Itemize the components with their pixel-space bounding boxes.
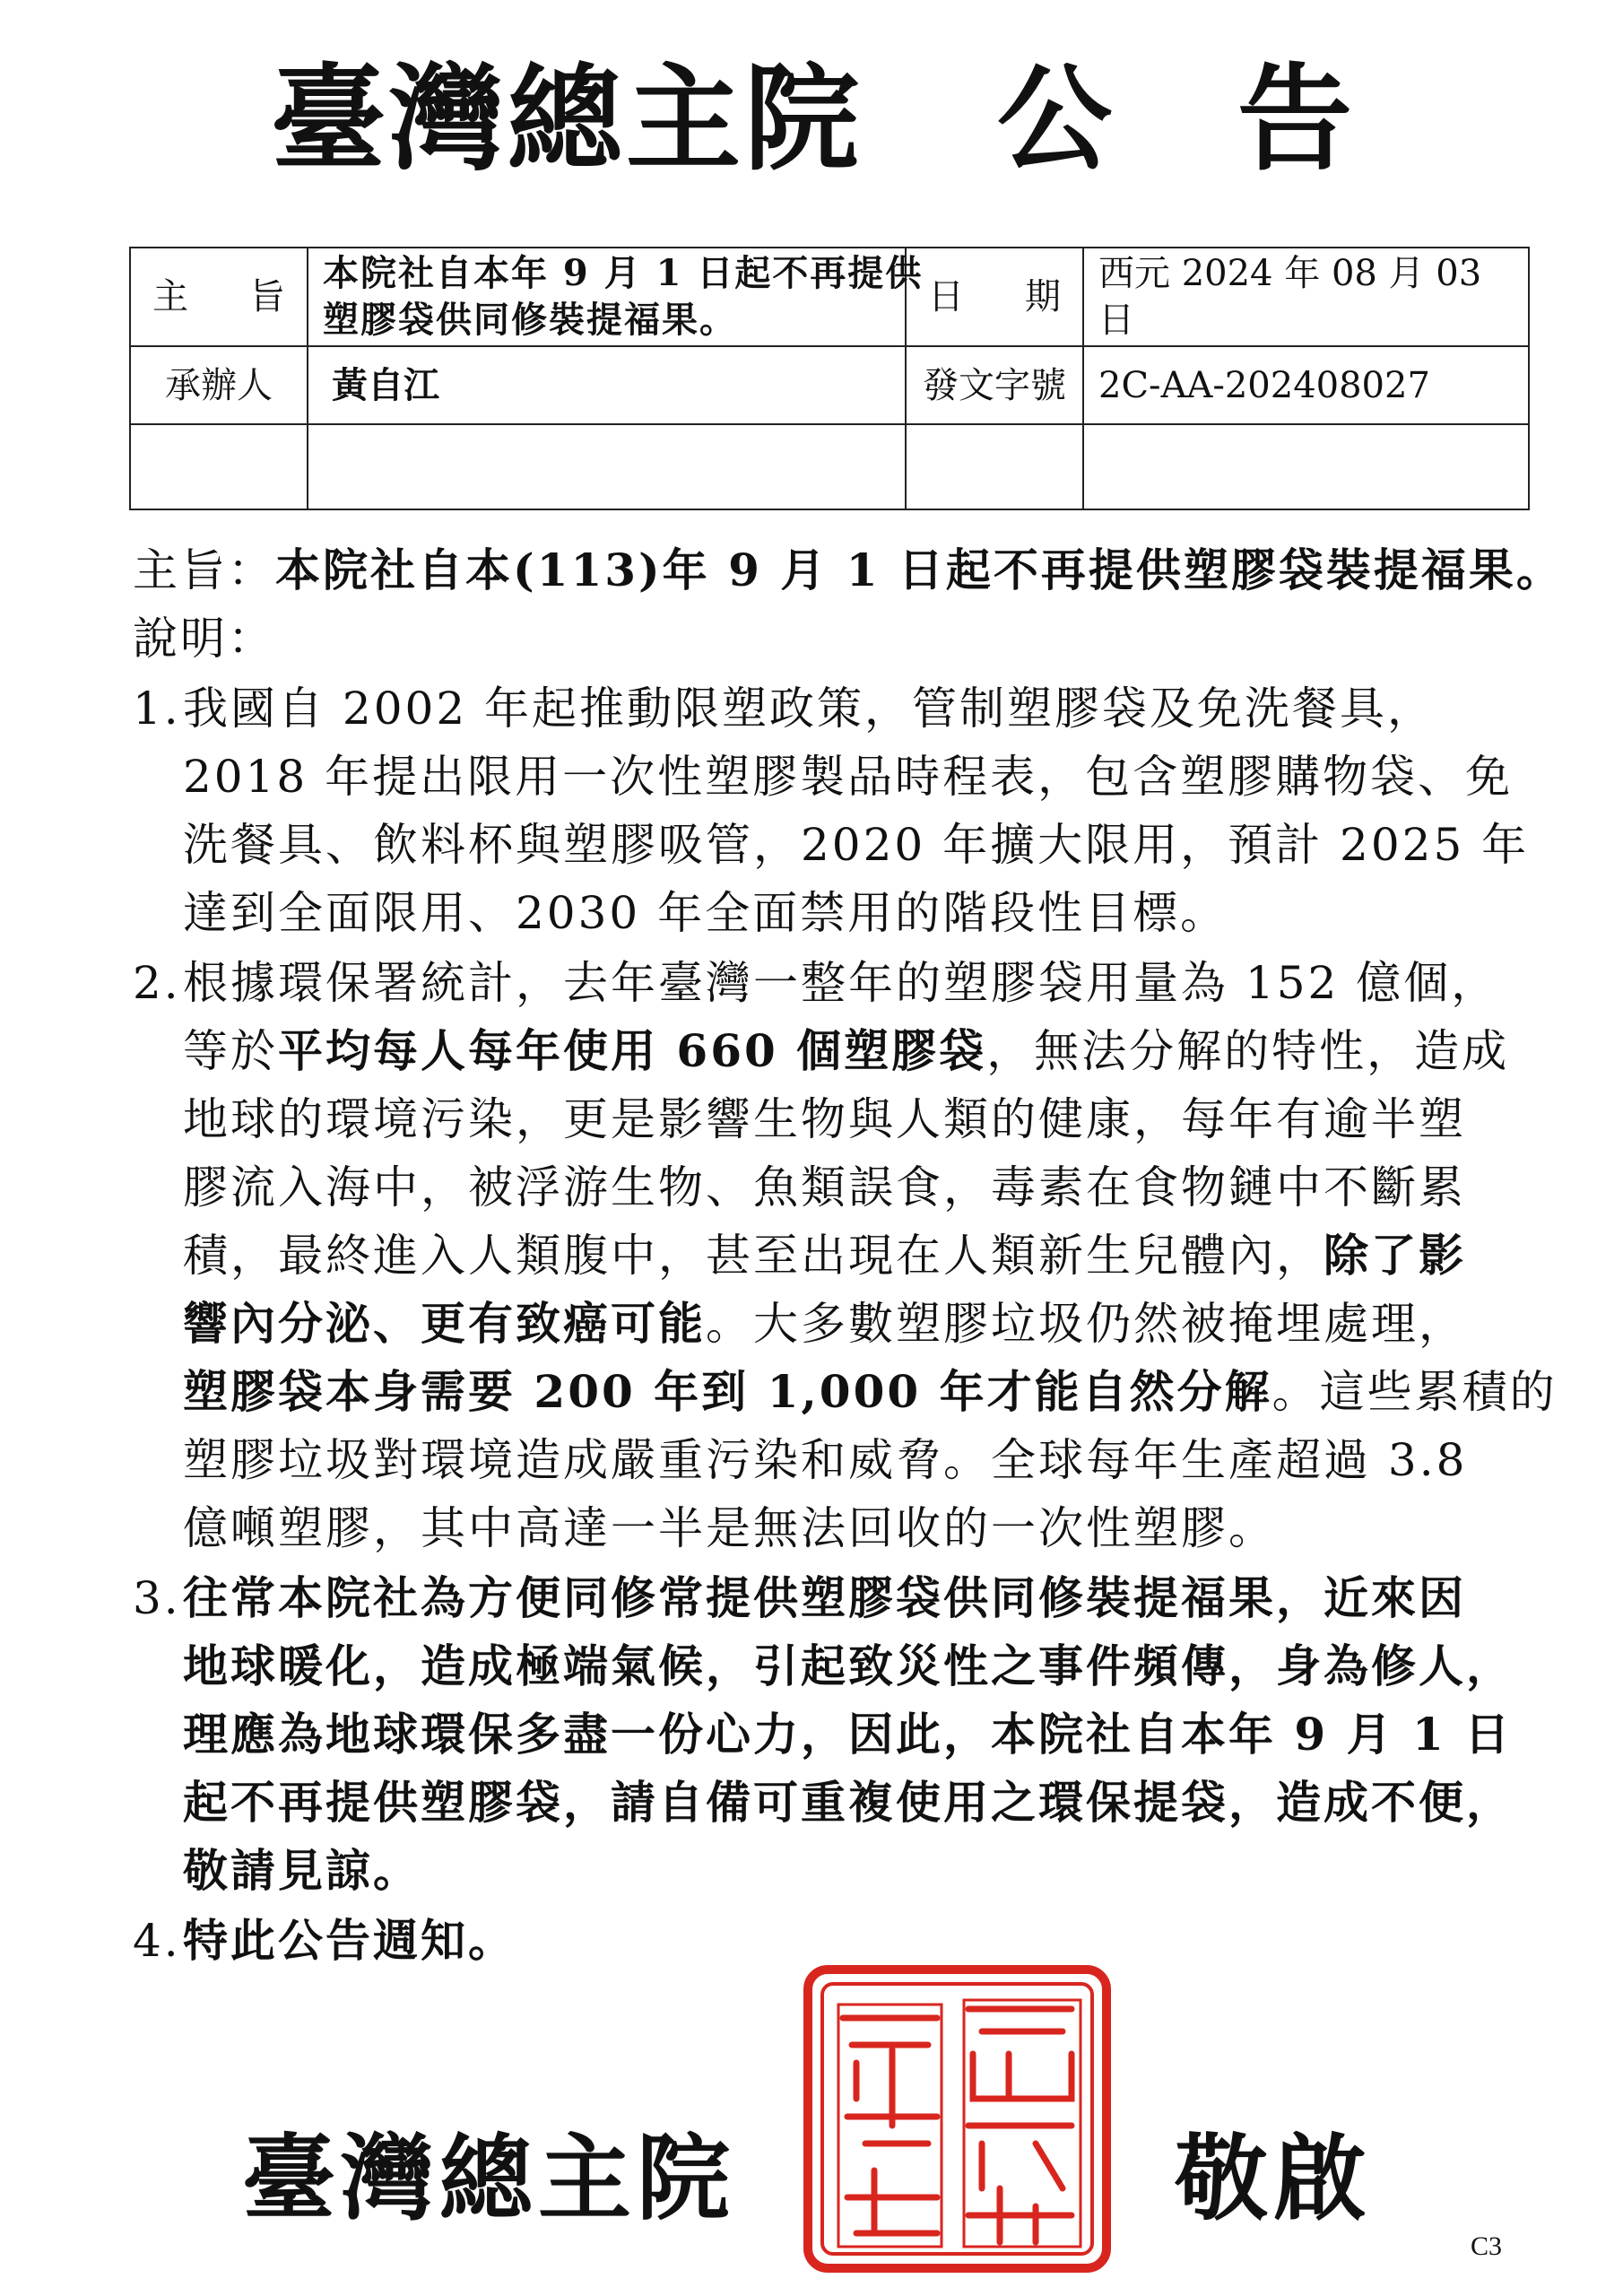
item-line-text: 等於 — [183, 1025, 278, 1077]
date-label: 日 期 — [928, 276, 1061, 317]
item-line — [183, 1358, 1558, 1426]
item-line: 地球暖化，造成極端氣候，引起致災性之事件頻傳，身為修人， — [183, 1639, 1514, 1692]
seal-glyph-strokes — [838, 2000, 1081, 2247]
date-value: 西元 2024 年 08 月 03 日 — [1083, 248, 1529, 346]
item-line-emphasis: 平均每人每年使用 660 個塑膠袋 — [278, 1024, 987, 1077]
subject-line: 本院社自本年 9 月 1 日起不再提供 — [323, 252, 924, 294]
item-line: 我國自 2002 年起推動限塑政策，管制塑膠袋及免洗餐具， — [183, 683, 1436, 735]
list-item — [133, 674, 1532, 947]
subject-line: 塑膠袋供同修裝提福果。 — [323, 299, 737, 341]
closing-phrase: 敬啟 — [1175, 2123, 1373, 2233]
item-number: 3. — [133, 1572, 181, 1624]
item-line — [183, 1222, 1558, 1290]
item-line: 根據環保署統計，去年臺灣一整年的塑膠袋用量為 152 億個， — [183, 957, 1499, 1009]
notice-title — [0, 34, 1623, 204]
item-number: 2. — [133, 957, 181, 1009]
item-line: 起不再提供塑膠袋，請自備可重複使用之環保提袋，造成不便， — [183, 1776, 1514, 1829]
notice-word: 公告 — [997, 52, 1478, 187]
item-line-text: 達到全面限用、2030 年全面禁用的階段性目標。 — [183, 887, 1228, 939]
item-line: 理應為地球環保多盡一份心力，因此，本院社自本年 9 月 1 日 — [183, 1708, 1513, 1761]
official-seal — [803, 1964, 1112, 2274]
subject-text: 本院社自本(113)年 9 月 1 日起不再提供塑膠袋裝提福果。 — [275, 544, 1564, 596]
org-name: 臺灣總主院 — [270, 52, 863, 187]
item-line: 塑膠垃圾對環境造成嚴重污染和威脅。全球每年生產超過 3.8 — [183, 1434, 1468, 1486]
item-line: 特此公告週知。 — [183, 1914, 516, 1967]
item-line-emphasis: 響內分泌、更有致癌可能 — [183, 1297, 706, 1350]
item-text — [183, 1564, 1532, 1905]
item-number: 4. — [133, 1915, 181, 1967]
item-line-text: 積，最終進入人類腹中，甚至出現在人類新生兒體內， — [183, 1230, 1324, 1282]
item-line-text: 。大多數塑膠垃圾仍然被掩埋處理， — [706, 1298, 1466, 1350]
description-list — [133, 674, 1558, 1975]
list-item — [133, 949, 1558, 1562]
item-line — [183, 1017, 1558, 1085]
item-line-text: 。這些累積的 — [1271, 1366, 1558, 1418]
item-line: 敬請見諒。 — [183, 1844, 421, 1897]
doc-no-label: 發文字號 — [906, 346, 1083, 424]
item-line: 地球的環境污染，更是影響生物與人類的健康，每年有逾半塑 — [183, 1093, 1466, 1145]
date-label-cell — [906, 248, 1083, 346]
empty-cell — [130, 424, 308, 509]
subject-cell — [308, 248, 924, 346]
item-text — [183, 949, 1558, 1562]
empty-cell — [1083, 424, 1529, 509]
item-line — [183, 1290, 1558, 1358]
item-line: 億噸塑膠，其中高達一半是無法回收的一次性塑膠。 — [183, 1502, 1276, 1554]
item-line: 洗餐具、飲料杯與塑膠吸管，2020 年擴大限用，預計 2025 年 — [183, 819, 1530, 871]
handler-label: 承辦人 — [130, 346, 308, 424]
description-label: 說明： — [133, 613, 275, 665]
signature: 臺灣總主院 — [242, 2123, 736, 2233]
item-line: 2018 年提出限用一次性塑膠製品時程表，包含塑膠購物袋、免 — [183, 751, 1514, 803]
item-line-text: ，無法分解的特性，造成 — [986, 1025, 1510, 1077]
subject-label-cell — [130, 248, 308, 346]
empty-cell — [308, 424, 906, 509]
item-line-emphasis: 除了影 — [1324, 1229, 1466, 1282]
notice-meta-table — [129, 247, 1530, 510]
subject-label: 主 旨 — [152, 276, 285, 317]
doc-no-value: 2C-AA-202408027 — [1083, 346, 1529, 424]
list-item — [133, 1564, 1532, 1905]
item-line: 往常本院社為方便同修常提供塑膠袋供同修裝提福果，近來因 — [183, 1571, 1466, 1624]
item-line: 膠流入海中，被浮游生物、魚類誤食，毒素在食物鏈中不斷累 — [183, 1161, 1466, 1213]
subject-prefix: 主旨： — [133, 544, 275, 596]
item-line — [183, 879, 1532, 947]
document-code: C3 — [1471, 2231, 1503, 2261]
notice-body — [133, 536, 1564, 1975]
subject-line-main — [133, 536, 1564, 604]
item-number: 1. — [133, 683, 181, 735]
item-text — [183, 674, 1532, 947]
item-line-emphasis: 塑膠袋本身需要 200 年到 1,000 年才能自然分解 — [183, 1365, 1272, 1418]
handler-value: 黃自江 — [308, 346, 906, 424]
empty-cell — [906, 424, 1083, 509]
